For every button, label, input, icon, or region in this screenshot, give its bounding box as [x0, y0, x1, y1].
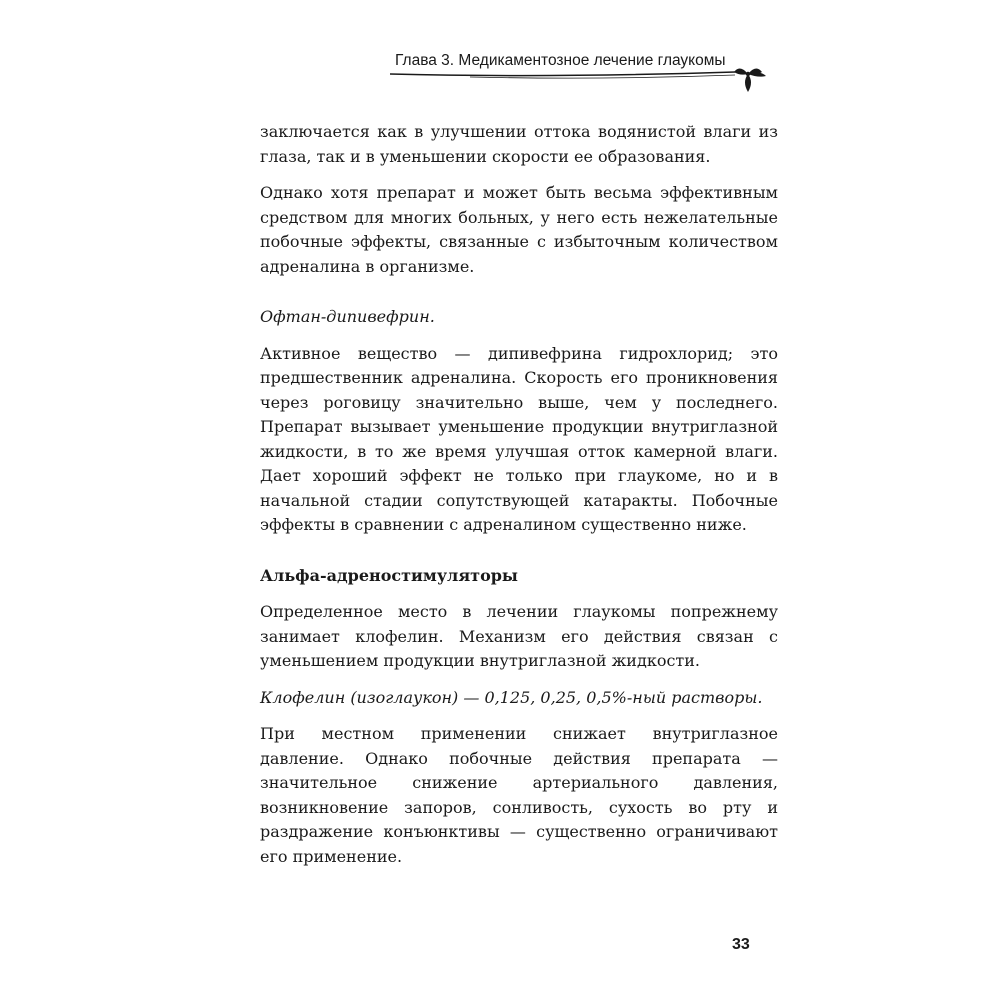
drug-title: Клофелин (изоглаукон) — 0,125, 0,25, 0,5%-ный растворы.: [260, 687, 763, 707]
paragraph: При местном применении снижает внутриглазное давление. Однако побочные действия препарата — значительное снижение артериального давления, возникновение запоров, сонливость, сухость во рту и раздражение конъюнктивы — существенно ограничивают его применение.: [260, 724, 778, 866]
page-content: [260, 120, 778, 869]
ornament-rule-icon: [350, 68, 780, 98]
paragraph: заключается как в улучшении оттока водянистой влаги из глаза, так и в уменьшении скорости ее образования.: [260, 122, 778, 166]
paragraph: Активное вещество — дипивефрина гидрохлорид; это предшественник адреналина. Скорость его проникновения через роговицу значительно выше, чем у последнего. Препарат вызывает уменьшение продукции внутриглазной жидкости, в то же время улучшая отток камерной влаги. Дает хороший эффект не только при глаукоме, но и в начальной стадии сопутствующей катаракты. Побочные эффекты в сравнении с адреналином существенно ниже.: [260, 343, 778, 534]
page-number: 33: [732, 936, 750, 953]
section-heading: Альфа-адреностимуляторы: [260, 565, 518, 585]
drug-title: Офтан-дипивефрин.: [260, 307, 435, 326]
chapter-header: Глава 3. Медикаментозное лечение глаукомы: [395, 52, 726, 69]
paragraph: Однако хотя препарат и может быть весьма эффективным средством для многих больных, у него есть нежелательные побочные эффекты, связанные с избыточным количеством адреналина в организме.: [260, 183, 778, 276]
paragraph: Определенное место в лечении глаукомы попрежнему занимает клофелин. Механизм его действия связан с уменьшением продукции внутриглазной жидкости.: [260, 602, 778, 670]
